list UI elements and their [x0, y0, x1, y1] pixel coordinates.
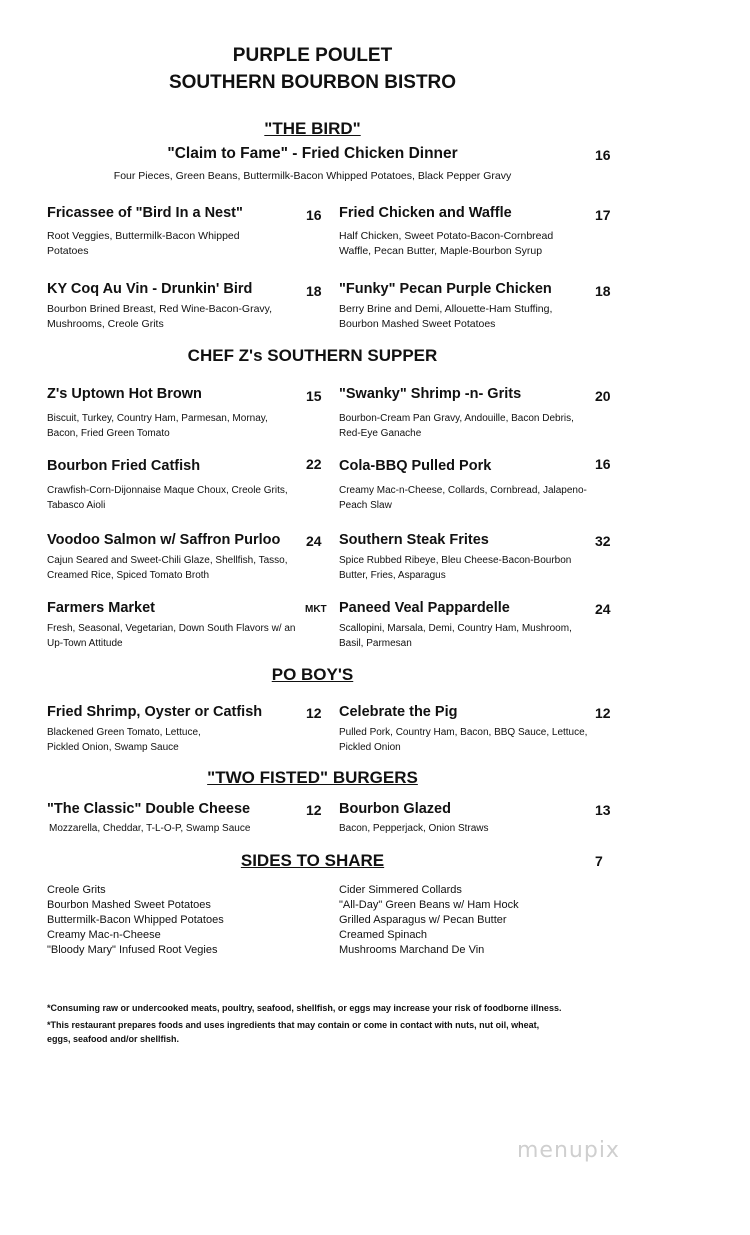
footnote-allergen-warning: *This restaurant prepares foods and uses ingredients that may contain or come in contact with nuts, nut oil, wheat, eggs, seafood and/or shellfish. [47, 1020, 540, 1044]
menu-item-price: 22 [306, 456, 322, 472]
menu-item-name: Fricassee of "Bird In a Nest" [47, 205, 243, 221]
menu-item-name: Celebrate the Pig [339, 704, 458, 720]
menu-item-desc: Spice Rubbed Ribeye, Bleu Cheese-Bacon-Bourbon Butter, Fries, Asparagus [339, 555, 572, 581]
menu-item-desc: Cajun Seared and Sweet-Chili Glaze, Shellfish, Tasso, Creamed Rice, Spiced Tomato Broth [47, 555, 288, 581]
menu-item-name: Voodoo Salmon w/ Saffron Purloo [47, 532, 281, 548]
menu-item-desc: Pulled Pork, Country Ham, Bacon, BBQ Sauce, Lettuce, Pickled Onion [339, 727, 588, 753]
menu-item-desc: Bourbon-Cream Pan Gravy, Andouille, Bacon Debris, Red-Eye Ganache [339, 413, 574, 439]
menu-item-desc: Bourbon Brined Breast, Red Wine-Bacon-Gravy, Mushrooms, Creole Grits [47, 303, 273, 330]
menu-item-price: 12 [306, 802, 322, 818]
menu-item-desc: Bacon, Pepperjack, Onion Straws [339, 823, 489, 834]
menu-item-desc: Mozzarella, Cheddar, T-L-O-P, Swamp Sauce [49, 823, 251, 834]
menu-item-price: 18 [306, 283, 322, 299]
menu-item-name: Southern Steak Frites [339, 532, 489, 548]
menu-item-price: 16 [306, 207, 322, 223]
menu-item-name: Farmers Market [47, 600, 155, 616]
menu-item-name: Bourbon Fried Catfish [47, 458, 201, 474]
side-item: Creole Grits [47, 884, 106, 896]
menu-item-desc: Fresh, Seasonal, Vegetarian, Down South Flavors w/ an Up-Town Attitude [47, 623, 296, 649]
side-item: Creamy Mac-n-Cheese [47, 929, 161, 941]
restaurant-subtitle: SOUTHERN BOURBON BISTRO [168, 72, 457, 93]
sides-list-left [47, 883, 224, 958]
side-item: Cider Simmered Collards [339, 884, 462, 896]
featured-item-desc: Four Pieces, Green Beans, Buttermilk-Bacon Whipped Potatoes, Black Pepper Gravy [113, 170, 512, 182]
sides-price: 7 [595, 853, 603, 869]
side-item: "Bloody Mary" Infused Root Vegies [47, 944, 218, 956]
menu-item-name: KY Coq Au Vin - Drunkin' Bird [47, 281, 253, 297]
menu-item-price: 12 [595, 705, 611, 721]
menu-item-name: "The Classic" Double Cheese [47, 801, 251, 817]
menu-item-price: MKT [305, 604, 327, 615]
sides-list-right [339, 883, 519, 958]
menu-item-name: "Funky" Pecan Purple Chicken [339, 281, 552, 297]
menu-item-desc: Biscuit, Turkey, Country Ham, Parmesan, Mornay, Bacon, Fried Green Tomato [47, 413, 268, 439]
side-item: Buttermilk-Bacon Whipped Potatoes [47, 914, 224, 926]
menu-item-price: 18 [595, 283, 611, 299]
menu-item-name: "Swanky" Shrimp -n- Grits [339, 386, 522, 402]
menu-item-desc: Creamy Mac-n-Cheese, Collards, Cornbread, Jalapeno- Peach Slaw [339, 485, 587, 511]
section-title-southern-supper: CHEF Z's SOUTHERN SUPPER [187, 346, 438, 365]
menu-item-price: 16 [595, 456, 611, 472]
section-title-po-boys: PO BOY'S [271, 665, 354, 684]
menu-item-price: 15 [306, 388, 322, 404]
menu-item-name: Z's Uptown Hot Brown [47, 386, 202, 402]
menu-item-price: 12 [306, 705, 322, 721]
menu-item-name: Fried Chicken and Waffle [339, 205, 512, 221]
menu-item-name: Fried Shrimp, Oyster or Catfish [47, 704, 263, 720]
menu-item-price: 32 [595, 533, 611, 549]
menu-item-price: 24 [306, 533, 322, 549]
menu-item-desc: Scallopini, Marsala, Demi, Country Ham, Mushroom, Basil, Parmesan [339, 623, 572, 649]
menu-item-price: 13 [595, 802, 611, 818]
section-title-the-bird: "THE BIRD" [264, 119, 361, 138]
menu-item-desc: Berry Brine and Demi, Allouette-Ham Stuffing, Bourbon Mashed Sweet Potatoes [339, 303, 553, 330]
menu-item-name: Bourbon Glazed [339, 801, 451, 817]
menupix-watermark: menupix [517, 1138, 620, 1163]
menu-item-price: 17 [595, 207, 611, 223]
side-item: Grilled Asparagus w/ Pecan Butter [339, 914, 507, 926]
menu-item-price: 24 [595, 601, 611, 617]
side-item: "All-Day" Green Beans w/ Ham Hock [339, 899, 519, 911]
menu-item-price: 20 [595, 388, 611, 404]
side-item: Creamed Spinach [339, 929, 428, 941]
section-title-burgers: "TWO FISTED" BURGERS [207, 768, 418, 787]
section-title-sides: SIDES TO SHARE [240, 851, 385, 870]
menu-item-desc: Root Veggies, Buttermilk-Bacon Whipped Potatoes [47, 230, 240, 257]
menu-item-name: Cola-BBQ Pulled Pork [339, 458, 492, 474]
menu-item-name: Paneed Veal Pappardelle [339, 600, 510, 616]
featured-item-name: "Claim to Fame" - Fried Chicken Dinner [167, 145, 458, 162]
restaurant-name: PURPLE POULET [232, 45, 393, 66]
menu-item-desc: Half Chicken, Sweet Potato-Bacon-Cornbread Waffle, Pecan Butter, Maple-Bourbon Syrup [339, 230, 554, 257]
menu-item-desc: Crawfish-Corn-Dijonnaise Maque Choux, Creole Grits, Tabasco Aioli [47, 485, 288, 511]
menu-item-desc: Blackened Green Tomato, Lettuce, Pickled Onion, Swamp Sauce [47, 727, 201, 753]
footnote-consumption-warning: *Consuming raw or undercooked meats, poultry, seafood, shellfish, or eggs may increase your risk of foodborne illness. [47, 1003, 562, 1013]
side-item: Bourbon Mashed Sweet Potatoes [47, 899, 211, 911]
featured-item-price: 16 [595, 147, 611, 163]
side-item: Mushrooms Marchand De Vin [339, 944, 485, 956]
